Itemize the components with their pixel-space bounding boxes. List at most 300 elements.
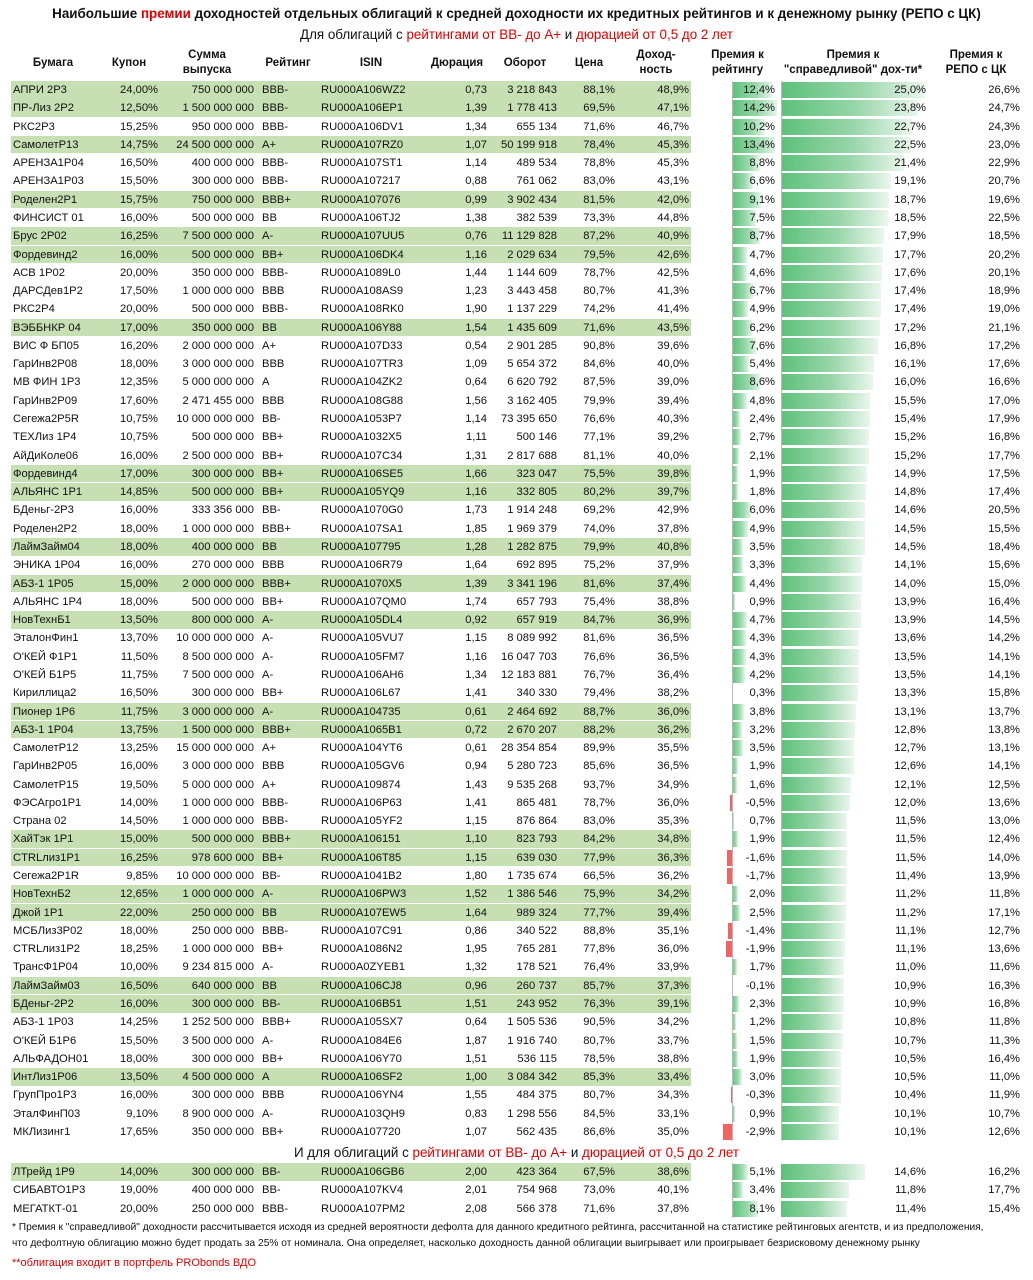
- cell-issue-size: 350 000 000: [191, 266, 254, 279]
- cell-rating: A: [262, 376, 270, 389]
- cell-coupon: 13,70%: [120, 632, 158, 645]
- cell-duration: 1,54: [465, 321, 487, 334]
- cell-rating-premium: 0,9%: [749, 1107, 775, 1120]
- cell-rating: BB+: [262, 687, 284, 700]
- cell-isin: RU000A1032X5: [321, 431, 402, 444]
- cell-rating: BBB: [262, 394, 285, 407]
- cell-price: 74,2%: [583, 303, 615, 316]
- cell-fair-premium: 11,5%: [895, 833, 926, 846]
- cell-yield: 37,9%: [657, 559, 689, 572]
- cell-issue-size: 500 000 000: [191, 486, 254, 499]
- cell-turnover: 11 129 828: [501, 230, 557, 243]
- cell-duration: 1,14: [465, 157, 487, 170]
- cell-duration: 1,07: [465, 1125, 487, 1138]
- cell-duration: 0,86: [465, 924, 487, 937]
- cell-issue-size: 500 000 000: [191, 595, 254, 608]
- cell-turnover: 562 435: [516, 1125, 557, 1138]
- cell-yield: 35,3%: [657, 815, 689, 828]
- cell-issue-size: 9 234 815 000: [182, 961, 254, 974]
- cell-yield: 40,0%: [657, 449, 689, 462]
- cell-duration: 1,15: [465, 815, 487, 828]
- cell-bond-name: НовТехнБ2: [13, 888, 71, 901]
- header-rating: Рейтинг: [265, 56, 311, 69]
- cell-rating-premium: 3,5%: [749, 742, 775, 755]
- cell-rating: BBB+: [262, 833, 291, 846]
- cell-fair-premium: 11,5%: [895, 815, 926, 828]
- cell-price: 77,7%: [583, 906, 615, 919]
- cell-price: 87,5%: [583, 376, 615, 389]
- cell-rating-premium: 3,0%: [749, 1071, 775, 1084]
- cell-repo-premium: 18,9%: [988, 285, 1020, 298]
- cell-duration: 1,64: [465, 559, 487, 572]
- cell-rating-premium: 13,4%: [743, 138, 775, 151]
- cell-issue-size: 3 000 000 000: [182, 760, 254, 773]
- table-row: [0, 776, 1033, 794]
- portfolio-note: **облигация входит в портфель PRObonds ВДО: [12, 1257, 257, 1269]
- cell-duration: 1,73: [465, 504, 487, 517]
- cell-turnover: 1 914 248: [507, 504, 557, 517]
- cell-coupon: 15,00%: [120, 577, 158, 590]
- cell-bond-name: ФЭСАгро1Р1: [13, 796, 82, 809]
- cell-rating: BB-: [262, 504, 281, 517]
- table-row: [0, 246, 1033, 264]
- page-title: Наибольшие премии доходностей отдельных облигаций к средней доходности их кредитных рейтингов и к денежному рынку (РЕПО с ЦК): [52, 6, 981, 21]
- cell-rating-premium: 8,7%: [749, 230, 775, 243]
- cell-fair-premium: 17,4%: [894, 285, 926, 298]
- cell-repo-premium: 17,9%: [988, 413, 1020, 426]
- cell-turnover: 16 047 703: [501, 650, 557, 663]
- cell-price: 84,5%: [583, 1107, 615, 1120]
- cell-price: 84,7%: [583, 614, 615, 627]
- table-row: [0, 1123, 1033, 1141]
- cell-turnover: 865 481: [516, 796, 557, 809]
- cell-yield: 40,8%: [657, 541, 689, 553]
- cell-issue-size: 300 000 000: [191, 998, 254, 1010]
- cell-coupon: 16,50%: [120, 979, 158, 992]
- cell-bond-name: АЛЬЯНС 1Р4: [13, 595, 83, 608]
- cell-price: 66,5%: [583, 870, 615, 883]
- table-row: [0, 1050, 1033, 1068]
- cell-isin: RU000A107217: [321, 175, 401, 188]
- cell-price: 88,1%: [583, 84, 615, 96]
- cell-isin: RU000A105FM7: [321, 650, 405, 663]
- table-row: [0, 885, 1033, 903]
- cell-isin: RU000A108G88: [321, 394, 404, 407]
- cell-rating-premium: 2,5%: [749, 906, 775, 919]
- cell-coupon: 14,50%: [120, 815, 158, 828]
- cell-fair-premium: 12,7%: [894, 742, 926, 755]
- cell-rating: BB: [262, 541, 277, 553]
- cell-turnover: 73 395 650: [501, 413, 557, 426]
- cell-turnover: 28 354 854: [501, 742, 557, 755]
- cell-turnover: 876 864: [516, 815, 557, 828]
- cell-rating: BBB-: [262, 303, 289, 316]
- cell-fair-premium: 14,1%: [894, 559, 926, 572]
- cell-rating-premium: 4,3%: [749, 632, 775, 645]
- cell-issue-size: 1 000 000 000: [182, 522, 254, 535]
- cell-isin: RU000A107SA1: [321, 522, 404, 535]
- cell-fair-premium: 17,6%: [894, 266, 926, 279]
- cell-rating: BBB-: [262, 175, 289, 188]
- cell-isin: RU000A106151: [321, 833, 401, 846]
- cell-bond-name: Сегежа2Р5R: [13, 413, 79, 426]
- table-row: [0, 355, 1033, 373]
- cell-price: 88,7%: [583, 705, 615, 718]
- cell-bond-name: АйДиКоле06: [13, 449, 79, 462]
- cell-repo-premium: 17,4%: [988, 486, 1020, 499]
- cell-issue-size: 800 000 000: [191, 614, 254, 627]
- cell-yield: 34,3%: [657, 1089, 689, 1102]
- cell-turnover: 657 919: [516, 614, 557, 627]
- table-row: [0, 300, 1033, 318]
- cell-turnover: 3 162 405: [507, 394, 557, 407]
- cell-rating: BBB-: [262, 924, 289, 937]
- cell-rating-premium: 3,2%: [749, 723, 775, 736]
- cell-turnover: 2 670 207: [507, 723, 557, 736]
- table-row: [0, 757, 1033, 775]
- cell-coupon: 15,00%: [120, 833, 158, 846]
- table-row: [0, 465, 1033, 483]
- cell-rating-premium: 1,2%: [749, 1016, 775, 1029]
- cell-rating: A-: [262, 230, 274, 243]
- cell-rating: A+: [262, 742, 276, 755]
- cell-repo-premium: 15,6%: [988, 559, 1020, 572]
- cell-duration: 1,43: [465, 778, 487, 791]
- table-row: [0, 501, 1033, 519]
- table-row: [0, 958, 1033, 976]
- cell-bond-name: ФИНСИСТ 01: [13, 211, 84, 224]
- cell-yield: 37,8%: [657, 1202, 689, 1215]
- cell-yield: 45,3%: [657, 157, 689, 170]
- cell-repo-premium: 23,0%: [988, 138, 1020, 151]
- cell-fair-premium: 11,4%: [895, 1202, 926, 1215]
- cell-repo-premium: 15,0%: [988, 577, 1020, 590]
- table-row: [0, 812, 1033, 830]
- cell-bond-name: АРЕНЗА1Р03: [13, 175, 84, 188]
- cell-bond-name: СИБАВТО1Р3: [13, 1184, 86, 1197]
- cell-rating: BB+: [262, 943, 284, 956]
- cell-repo-premium: 17,2%: [988, 339, 1020, 352]
- cell-turnover: 6 620 792: [507, 376, 557, 389]
- cell-duration: 0,92: [465, 614, 487, 627]
- cell-yield: 36,2%: [657, 870, 689, 883]
- cell-yield: 39,1%: [657, 998, 689, 1010]
- cell-rating: A-: [262, 632, 274, 645]
- cell-duration: 1,80: [465, 870, 487, 883]
- cell-price: 80,2%: [583, 486, 615, 499]
- cell-rating-premium: 7,5%: [749, 211, 775, 224]
- cell-turnover: 178 521: [516, 961, 557, 974]
- cell-repo-premium: 14,1%: [988, 650, 1020, 663]
- table-row: [0, 940, 1033, 958]
- bar-zero-line: [732, 81, 733, 1141]
- cell-isin: RU000A0ZYEB1: [321, 961, 405, 974]
- cell-bond-name: МКЛизинг1: [13, 1125, 71, 1138]
- cell-price: 87,2%: [583, 230, 615, 243]
- cell-coupon: 16,25%: [120, 851, 158, 864]
- cell-isin: RU000A106DK4: [321, 248, 404, 261]
- cell-coupon: 10,75%: [120, 431, 158, 444]
- cell-repo-premium: 19,0%: [988, 303, 1020, 316]
- cell-isin: RU000A106CJ8: [321, 979, 402, 992]
- cell-fair-premium: 14,5%: [894, 522, 926, 535]
- cell-repo-premium: 15,4%: [988, 1202, 1020, 1215]
- cell-turnover: 3 443 458: [507, 285, 557, 298]
- cell-repo-premium: 19,6%: [988, 193, 1020, 206]
- cell-coupon: 17,50%: [120, 285, 158, 298]
- cell-isin: RU000A106B51: [321, 998, 402, 1010]
- cell-repo-premium: 13,0%: [988, 815, 1020, 828]
- cell-turnover: 1 735 674: [507, 870, 557, 883]
- cell-issue-size: 250 000 000: [191, 1202, 254, 1215]
- cell-rating-premium: -1,7%: [745, 870, 775, 883]
- cell-isin: RU000A105VU7: [321, 632, 404, 645]
- cell-rating-premium: 4,4%: [749, 577, 775, 590]
- cell-isin: RU000A106T85: [321, 851, 402, 864]
- cell-isin: RU000A109874: [321, 778, 401, 791]
- table-row: [0, 684, 1033, 702]
- cell-turnover: 639 030: [516, 851, 557, 864]
- cell-repo-premium: 22,9%: [988, 157, 1020, 170]
- cell-fair-premium: 18,5%: [894, 211, 926, 224]
- table-row: [0, 703, 1033, 721]
- cell-bond-name: МЕГАТКТ-01: [13, 1202, 79, 1215]
- cell-rating-premium: 1,9%: [749, 760, 775, 773]
- cell-isin: RU000A105DL4: [321, 614, 403, 627]
- cell-repo-premium: 13,8%: [988, 723, 1020, 736]
- cell-issue-size: 950 000 000: [191, 120, 254, 133]
- cell-price: 90,8%: [583, 339, 615, 352]
- cell-rating-premium: 1,9%: [749, 1052, 775, 1065]
- cell-repo-premium: 16,2%: [988, 1166, 1020, 1178]
- cell-duration: 2,08: [465, 1202, 487, 1215]
- cell-turnover: 423 364: [516, 1166, 557, 1178]
- column-headers: [0, 45, 1033, 81]
- cell-rating-premium: 4,8%: [749, 394, 775, 407]
- cell-yield: 45,3%: [657, 138, 689, 151]
- cell-coupon: 17,00%: [120, 321, 158, 334]
- cell-repo-premium: 20,7%: [988, 175, 1020, 188]
- cell-rating-premium: 12,4%: [743, 84, 775, 96]
- cell-duration: 0,99: [465, 193, 487, 206]
- cell-coupon: 16,00%: [120, 559, 158, 572]
- header-coupon: Купон: [111, 56, 147, 69]
- cell-price: 73,3%: [583, 211, 615, 224]
- cell-fair-premium: 11,8%: [895, 1184, 926, 1197]
- cell-fair-premium: 11,1%: [895, 924, 926, 937]
- cell-rating-premium: -0,5%: [745, 796, 775, 809]
- cell-rating: BB+: [262, 1125, 284, 1138]
- cell-rating-premium: 14,2%: [743, 102, 775, 115]
- cell-price: 79,5%: [583, 248, 615, 261]
- cell-fair-premium: 13,9%: [894, 595, 926, 608]
- table-row: [0, 99, 1033, 117]
- cell-yield: 34,2%: [657, 1016, 689, 1029]
- cell-duration: 1,39: [465, 102, 487, 115]
- cell-issue-size: 250 000 000: [191, 906, 254, 919]
- cell-duration: 1,51: [465, 998, 487, 1010]
- cell-issue-size: 1 252 500 000: [182, 1016, 254, 1029]
- cell-price: 79,9%: [583, 541, 615, 553]
- cell-fair-premium: 14,6%: [894, 1166, 926, 1178]
- cell-coupon: 16,00%: [120, 998, 158, 1010]
- cell-yield: 38,8%: [657, 1052, 689, 1065]
- cell-rating-premium: 1,7%: [749, 961, 775, 974]
- cell-rating: BBB-: [262, 102, 289, 115]
- cell-rating-premium: 3,5%: [749, 541, 775, 553]
- cell-issue-size: 15 000 000 000: [176, 742, 254, 755]
- cell-isin: RU000A1089L0: [321, 266, 401, 279]
- cell-fair-premium: 10,1%: [894, 1125, 926, 1138]
- cell-isin: RU000A105YQ9: [321, 486, 405, 499]
- cell-turnover: 3 084 342: [507, 1071, 557, 1084]
- cell-fair-premium: 16,1%: [894, 358, 926, 371]
- cell-yield: 41,3%: [657, 285, 689, 298]
- cell-isin: RU000A106TJ2: [321, 211, 401, 224]
- cell-isin: RU000A105SX7: [321, 1016, 404, 1029]
- cell-isin: RU000A1070X5: [321, 577, 402, 590]
- cell-yield: 35,1%: [657, 924, 689, 937]
- cell-bond-name: СамолетР13: [13, 138, 79, 151]
- cell-bond-name: АБЗ-1 1Р03: [13, 1016, 74, 1029]
- cell-repo-premium: 12,4%: [988, 833, 1020, 846]
- cell-duration: 1,56: [465, 394, 487, 407]
- cell-turnover: 1 137 229: [507, 303, 557, 316]
- cell-bond-name: ГарИнв2Р05: [13, 760, 78, 773]
- cell-isin: RU000A106DV1: [321, 120, 404, 133]
- cell-fair-premium: 13,5%: [894, 650, 926, 663]
- cell-fair-premium: 17,2%: [894, 321, 926, 334]
- cell-yield: 36,5%: [657, 760, 689, 773]
- cell-issue-size: 1 500 000 000: [182, 723, 254, 736]
- cell-turnover: 340 522: [516, 924, 557, 937]
- cell-coupon: 16,00%: [120, 1089, 158, 1102]
- cell-yield: 35,5%: [657, 742, 689, 755]
- cell-bond-name: ГрупПро1Р3: [13, 1089, 77, 1102]
- cell-repo-premium: 14,0%: [988, 851, 1020, 864]
- cell-issue-size: 1 000 000 000: [182, 943, 254, 956]
- table-row: [0, 1013, 1033, 1031]
- cell-duration: 1,41: [465, 687, 487, 700]
- cell-yield: 34,8%: [657, 833, 689, 846]
- table-row: [0, 154, 1033, 172]
- cell-duration: 1,16: [465, 486, 487, 499]
- cell-repo-premium: 15,5%: [988, 522, 1020, 535]
- cell-rating-premium: 1,6%: [749, 778, 775, 791]
- cell-coupon: 13,50%: [120, 614, 158, 627]
- cell-issue-size: 350 000 000: [191, 321, 254, 334]
- cell-repo-premium: 11,8%: [989, 888, 1020, 901]
- cell-issue-size: 978 600 000: [191, 851, 254, 864]
- cell-fair-premium: 13,5%: [894, 668, 926, 681]
- cell-yield: 36,3%: [657, 851, 689, 864]
- cell-issue-size: 10 000 000 000: [176, 413, 254, 426]
- cell-fair-premium: 10,9%: [894, 979, 926, 992]
- cell-rating: BB+: [262, 595, 284, 608]
- cell-fair-premium: 16,8%: [894, 339, 926, 352]
- cell-isin: RU000A104735: [321, 705, 401, 718]
- cell-fair-premium: 11,5%: [895, 851, 926, 864]
- header-rating-premium: Премия к рейтингу: [711, 49, 764, 76]
- cell-isin: RU000A107720: [321, 1125, 401, 1138]
- cell-yield: 39,0%: [657, 376, 689, 389]
- cell-turnover: 489 534: [516, 157, 557, 170]
- table-row: [0, 410, 1033, 428]
- cell-turnover: 12 183 881: [501, 668, 557, 681]
- cell-isin: RU000A1070G0: [321, 504, 404, 517]
- cell-coupon: 13,25%: [120, 742, 158, 755]
- cell-duration: 1,16: [465, 248, 487, 261]
- cell-rating-premium: 3,8%: [749, 705, 775, 718]
- cell-fair-premium: 14,9%: [894, 467, 926, 480]
- cell-issue-size: 300 000 000: [191, 1052, 254, 1065]
- cell-price: 75,9%: [583, 888, 615, 901]
- cell-fair-premium: 13,1%: [894, 705, 926, 718]
- cell-coupon: 20,00%: [120, 1202, 158, 1215]
- cell-fair-premium: 18,7%: [894, 193, 926, 206]
- cell-price: 75,4%: [583, 595, 615, 608]
- cell-issue-size: 8 500 000 000: [182, 650, 254, 663]
- cell-fair-premium: 17,4%: [894, 303, 926, 316]
- cell-issue-size: 1 000 000 000: [182, 285, 254, 298]
- cell-coupon: 18,00%: [120, 541, 158, 553]
- cell-bond-name: РКС2Р3: [13, 120, 55, 133]
- cell-yield: 33,1%: [657, 1107, 689, 1120]
- cell-bond-name: Роделен2Р2: [13, 522, 78, 535]
- cell-rating-premium: 2,1%: [749, 449, 775, 462]
- cell-repo-premium: 17,1%: [988, 906, 1020, 919]
- cell-yield: 39,4%: [657, 906, 689, 919]
- cell-isin: RU000A106PW3: [321, 888, 407, 901]
- cell-rating: BB: [262, 211, 277, 224]
- bar-zero-line: [732, 1163, 733, 1218]
- cell-repo-premium: 17,7%: [988, 1184, 1020, 1197]
- cell-yield: 34,2%: [657, 888, 689, 901]
- cell-isin: RU000A107795: [321, 541, 401, 553]
- cell-rating: BBB: [262, 358, 285, 371]
- cell-bond-name: СамолетР15: [13, 778, 79, 791]
- cell-price: 93,7%: [583, 778, 615, 791]
- cell-rating-premium: -1,9%: [745, 943, 775, 956]
- cell-yield: 43,1%: [657, 175, 689, 188]
- cell-bond-name: О'КЕЙ Ф1Р1: [13, 650, 78, 663]
- cell-price: 75,2%: [583, 559, 615, 572]
- table-row: [0, 794, 1033, 812]
- cell-price: 77,8%: [583, 943, 615, 956]
- cell-fair-premium: 19,1%: [894, 175, 926, 188]
- cell-rating-premium: 3,4%: [749, 1184, 775, 1197]
- cell-issue-size: 300 000 000: [191, 175, 254, 188]
- cell-duration: 1,55: [465, 1089, 487, 1102]
- cell-bond-name: ДАРСДев1Р2: [13, 285, 83, 298]
- cell-fair-premium: 12,1%: [894, 778, 926, 791]
- cell-duration: 0,64: [465, 1016, 487, 1029]
- cell-price: 75,5%: [583, 467, 615, 480]
- cell-fair-premium: 14,5%: [894, 541, 926, 553]
- cell-coupon: 12,35%: [120, 376, 158, 389]
- cell-turnover: 9 535 268: [507, 778, 557, 791]
- cell-turnover: 692 895: [516, 559, 557, 572]
- cell-yield: 40,9%: [657, 230, 689, 243]
- cell-fair-premium: 16,0%: [894, 376, 926, 389]
- cell-bond-name: ТЕХЛиз 1Р4: [13, 431, 77, 444]
- cell-rating: BBB-: [262, 1202, 289, 1215]
- table-row: [0, 739, 1033, 757]
- cell-yield: 46,7%: [657, 120, 689, 133]
- cell-coupon: 18,00%: [120, 1052, 158, 1065]
- cell-rating: BB: [262, 321, 277, 334]
- cell-coupon: 17,00%: [120, 467, 158, 480]
